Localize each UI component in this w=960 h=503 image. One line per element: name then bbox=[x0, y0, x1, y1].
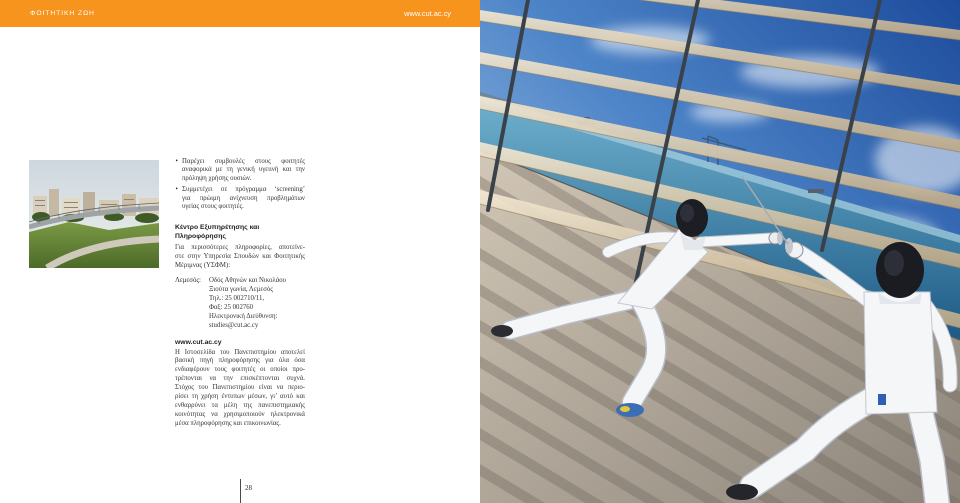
service-center-intro bbox=[175, 243, 305, 270]
header-website-link[interactable]: www.cut.ac.cy bbox=[404, 9, 451, 18]
team-badge bbox=[878, 394, 886, 405]
fencing-photo bbox=[480, 0, 960, 503]
phone-line: Τηλ.: 25 002710/11, bbox=[209, 294, 265, 302]
bullet-text-line: πρόληψη χρήσης ουσιών. bbox=[182, 175, 252, 183]
office-address bbox=[175, 276, 305, 330]
address-line: Ξιούτα γωνία, Λεμεσός bbox=[209, 285, 273, 293]
body-text-line: ρίσει τη χρήση έντυπων μέσων, γι’ αυτό και bbox=[175, 392, 305, 400]
body-text-line: κοινότητας να χρησιμοποιούν ηλεκτρονικά bbox=[175, 410, 305, 418]
bullet-text-line: Παρέχει συμβουλές στους φοιτητές bbox=[182, 157, 305, 165]
body-text-line: μέσα πληροφόρησης και επικοινωνίας. bbox=[175, 419, 281, 427]
office-label: Λεμεσός: bbox=[175, 276, 201, 284]
fax-line: Φαξ: 25 002760 bbox=[209, 303, 254, 311]
bullet-text-line: αναφορικά με τη γενική υγειινή και την bbox=[182, 166, 305, 174]
bullet-list bbox=[175, 158, 305, 213]
heading-line: Πληροφόρησης bbox=[175, 232, 226, 240]
bullet-text-line: για πρώιμη ανίχνευση προβλημάτων bbox=[182, 194, 305, 202]
body-text-line: ενδιαφέρουν τους φοιτητές οι οποίοι προ- bbox=[175, 366, 305, 374]
email-label: Ηλεκτρονική Διεύθυνση: bbox=[209, 312, 278, 320]
bullet-text-line: υγείας στους φοιτητές. bbox=[182, 203, 244, 211]
intro-text-line: Μέριμνας (ΥΣΦΜ): bbox=[175, 261, 231, 269]
body-text-line: τρέπονται να την επισκέπτονται συχνά. bbox=[175, 375, 305, 383]
service-center-heading bbox=[175, 223, 305, 241]
bullet-text-line: Συμμετέχει σε πρόγραμμα ‘screening’ bbox=[182, 185, 305, 193]
bullet-item bbox=[175, 186, 305, 212]
bullet-marker: • bbox=[175, 157, 178, 165]
page-number-rule bbox=[240, 479, 241, 503]
page-number: 28 bbox=[245, 484, 252, 492]
address-lines bbox=[209, 276, 305, 330]
bullet-item bbox=[175, 158, 305, 184]
bullet-marker: • bbox=[175, 185, 178, 193]
fencing-photo-graphic bbox=[480, 0, 960, 503]
body-text-line: ενθαρρύνει τα μέλη της πανεπιστημιακής bbox=[175, 401, 305, 409]
website-link[interactable]: www.cut.ac.cy bbox=[175, 338, 222, 346]
body-text-line: βασική πηγή πληροφόρησης για όλα όσα bbox=[175, 357, 305, 365]
campus-photo bbox=[29, 160, 159, 268]
email-link[interactable]: studies@cut.ac.cy bbox=[209, 321, 259, 329]
body-text-line: Η Ιστοσελίδα του Πανεπιστημίου αποτελεί bbox=[175, 348, 305, 356]
body-text-line: Στόχος του Πανεπιστημίου είναι να περιο- bbox=[175, 384, 305, 392]
campus-photo-graphic bbox=[29, 160, 159, 268]
website-paragraph bbox=[175, 349, 305, 429]
section-title: ΦΟΙΤΗΤΙΚΗ ΖΩΗ bbox=[30, 10, 95, 17]
section-header-bar bbox=[0, 0, 480, 27]
intro-text-line: στε στην Υπηρεσία Σπουδών και Φοιτητικής bbox=[175, 252, 305, 260]
intro-text-line: Για περισσότερες πληροφορίες, αποτείνε- bbox=[175, 243, 305, 251]
heading-line: Κέντρο Εξυπηρέτησης και bbox=[175, 223, 260, 231]
website-heading bbox=[175, 338, 305, 347]
address-line: Οδός Αθηνών και Νικολάου bbox=[209, 276, 287, 284]
